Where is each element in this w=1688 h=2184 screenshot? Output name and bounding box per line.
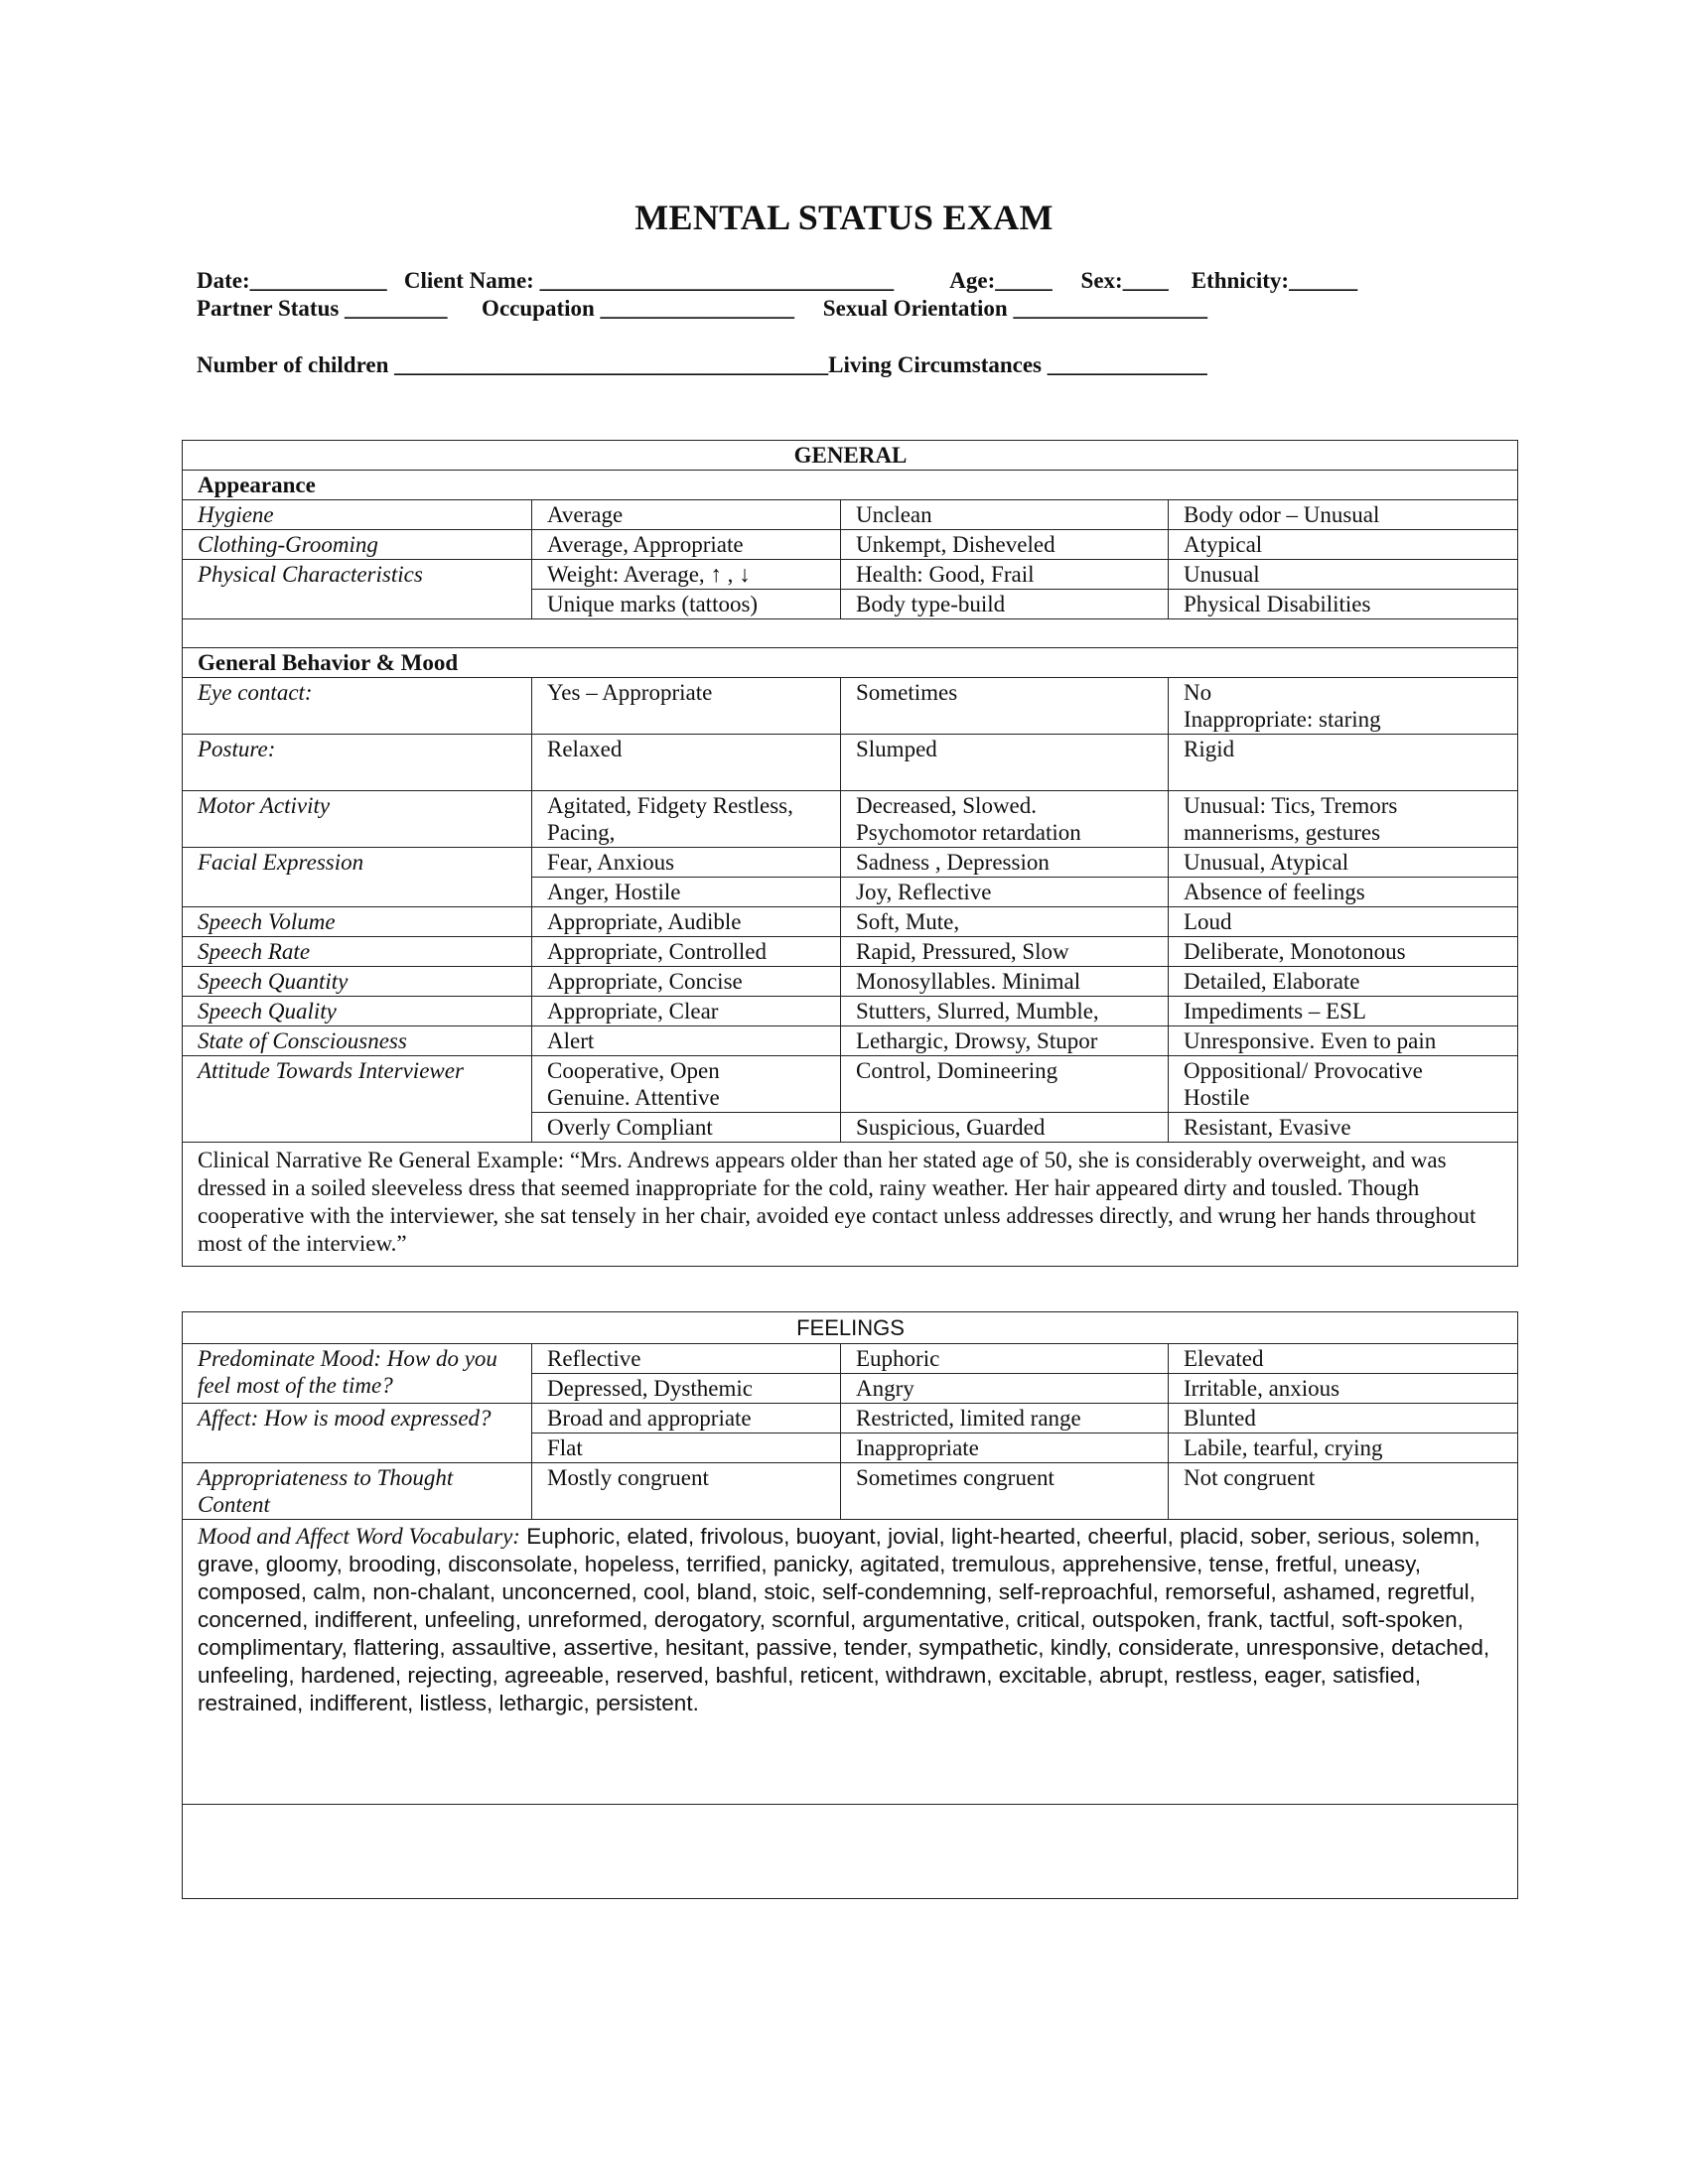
table-row [183,1113,1518,1143]
table-row [183,735,1518,791]
option-cell: Unusual [1169,560,1518,590]
option-cell: Elevated [1169,1344,1518,1374]
row-label: Predominate Mood: How do you feel most of the time? [183,1344,532,1404]
option-cell: Appropriate, Controlled [532,937,841,967]
general-table [182,440,1518,1267]
option-cell: Anger, Hostile [532,878,841,907]
blank-area [183,1805,1518,1899]
option-cell: Body odor – Unusual [1169,500,1518,530]
spacer-row [183,619,1518,648]
option-cell: Depressed, Dysthemic [532,1374,841,1404]
option-cell: Impediments – ESL [1169,997,1518,1026]
table-row [183,1463,1518,1520]
option-cell: Sadness , Depression [841,848,1169,878]
header-line-children: Number of children ______________________________________Living Circumstances ______________ [197,352,1207,377]
table-row [183,1404,1518,1433]
option-cell: Atypical [1169,530,1518,560]
option-cell: Lethargic, Drowsy, Stupor [841,1026,1169,1056]
option-cell: Flat [532,1433,841,1463]
blank-row [183,1805,1518,1899]
row-label: Appropriateness to Thought Content [183,1463,532,1520]
general-heading: GENERAL [183,441,1518,471]
option-line: Psychomotor retardation [856,820,1081,845]
table-row [183,878,1518,907]
option-cell: Labile, tearful, crying [1169,1433,1518,1463]
row-label [183,878,532,907]
option-cell: Blunted [1169,1404,1518,1433]
table-row [183,1344,1518,1374]
row-label: Speech Volume [183,907,532,937]
general-heading-row [183,441,1518,471]
vocabulary-cell [183,1520,1518,1805]
option-line: Inappropriate: staring [1184,707,1381,732]
table-row [183,997,1518,1026]
option-cell: Appropriate, Concise [532,967,841,997]
option-cell: Not congruent [1169,1463,1518,1520]
row-label: Posture: [183,735,532,791]
page-title: MENTAL STATUS EXAM [634,198,1054,237]
table-row [183,967,1518,997]
option-cell: Yes – Appropriate [532,678,841,735]
option-cell: Loud [1169,907,1518,937]
header-line-partner: Partner Status _________ Occupation _________________ Sexual Orientation _________________ [197,296,1207,321]
option-cell: Restricted, limited range [841,1404,1169,1433]
option-cell: Joy, Reflective [841,878,1169,907]
row-label: Attitude Towards Interviewer [183,1056,532,1113]
option-cell: Sometimes [841,678,1169,735]
option-line: Unusual: Tics, Tremors [1184,793,1398,818]
option-cell: Detailed, Elaborate [1169,967,1518,997]
row-label [183,590,532,619]
option-cell: Average, Appropriate [532,530,841,560]
table-row [183,1026,1518,1056]
option-line: Pacing, [547,820,616,845]
option-cell: Deliberate, Monotonous [1169,937,1518,967]
feelings-heading: FEELINGS [183,1312,1518,1344]
option-cell [1169,678,1518,735]
option-cell [1169,791,1518,848]
option-cell: Sometimes congruent [841,1463,1169,1520]
vocabulary-row [183,1520,1518,1805]
option-cell: Suspicious, Guarded [841,1113,1169,1143]
option-cell: Monosyllables. Minimal [841,967,1169,997]
option-cell: Control, Domineering [841,1056,1169,1113]
option-cell [532,791,841,848]
option-cell: Appropriate, Audible [532,907,841,937]
option-cell: Broad and appropriate [532,1404,841,1433]
table-row [183,791,1518,848]
option-line: Agitated, Fidgety Restless, [547,793,793,818]
option-cell: Irritable, anxious [1169,1374,1518,1404]
table-row [183,678,1518,735]
option-line: Decreased, Slowed. [856,793,1038,818]
row-label: State of Consciousness [183,1026,532,1056]
row-label: Eye contact: [183,678,532,735]
row-label: Motor Activity [183,791,532,848]
option-cell: Unusual, Atypical [1169,848,1518,878]
option-cell: Unkempt, Disheveled [841,530,1169,560]
option-cell: Resistant, Evasive [1169,1113,1518,1143]
feelings-table [182,1311,1518,1899]
row-label [183,1113,532,1143]
option-cell: Rapid, Pressured, Slow [841,937,1169,967]
row-label: Hygiene [183,500,532,530]
option-cell: Mostly congruent [532,1463,841,1520]
option-line: mannerisms, gestures [1184,820,1381,845]
option-line: No [1184,680,1212,705]
option-cell: Unique marks (tattoos) [532,590,841,619]
option-cell [532,1056,841,1113]
option-cell: Angry [841,1374,1169,1404]
option-cell: Physical Disabilities [1169,590,1518,619]
row-label: Facial Expression [183,848,532,878]
option-cell [1169,1056,1518,1113]
option-cell: Appropriate, Clear [532,997,841,1026]
option-cell: Stutters, Slurred, Mumble, [841,997,1169,1026]
option-cell: Average [532,500,841,530]
header-line-date-client: Date:____________ Client Name: _______________________________ Age:_____ Sex:____ Ethnicity:______ [197,268,1358,293]
option-cell: Slumped [841,735,1169,791]
option-line: Cooperative, Open [547,1058,720,1083]
behavior-heading: General Behavior & Mood [183,648,1518,678]
row-label: Affect: How is mood expressed? [183,1404,532,1463]
table-row [183,530,1518,560]
option-cell: Fear, Anxious [532,848,841,878]
option-cell: Overly Compliant [532,1113,841,1143]
table-row [183,848,1518,878]
table-row [183,500,1518,530]
table-row [183,1056,1518,1113]
feelings-heading-row [183,1312,1518,1344]
option-line: Hostile [1184,1085,1250,1110]
row-label: Speech Quantity [183,967,532,997]
option-cell: Rigid [1169,735,1518,791]
option-cell [841,791,1169,848]
table-row [183,560,1518,590]
option-cell: Unclean [841,500,1169,530]
option-cell: Reflective [532,1344,841,1374]
option-cell: Body type-build [841,590,1169,619]
option-cell: Relaxed [532,735,841,791]
narrative-row [183,1143,1518,1267]
clinical-narrative: Clinical Narrative Re General Example: “Mrs. Andrews appears older than her stated age of 50, she is considerably overweight, and was dressed in a soiled sleeveless dress that seemed inappropriate for the cold, rainy weather. Her hair appeared dirty and tousled. Though cooperative with the interviewer, she sat tensely in her chair, avoided eye contact unless addresses directly, and wrung her hands throughout most of the interview.” [183,1143,1518,1267]
vocabulary-text: Euphoric, elated, frivolous, buoyant, jovial, light-hearted, cheerful, placid, sober, serious, solemn, grave, gloomy, brooding, disconsolate, hopeless, terrified, panicky, agitated, tremulous, apprehensive, tense, fretful, uneasy, composed, calm, non-chalant, unconcerned, cool, bland, stoic, self-condemning, self-reproachful, remorseful, ashamed, regretful, concerned, indifferent, unfeeling, unreformed, derogatory, scornful, argumentative, critical, outspoken, frank, tactful, soft-spoken, complimentary, flattering, assaultive, assertive, hesitant, passive, tender, sympathetic, kindly, considerate, unresponsive, detached, unfeeling, hardened, rejecting, agreeable, reserved, bashful, reticent, withdrawn, excitable, abrupt, restless, eager, satisfied, restrained, indifferent, listless, lethargic, persistent. [198,1524,1490,1715]
option-cell: Absence of feelings [1169,878,1518,907]
table-row [183,937,1518,967]
option-cell: Inappropriate [841,1433,1169,1463]
option-cell: Euphoric [841,1344,1169,1374]
row-label: Speech Rate [183,937,532,967]
table-row [183,907,1518,937]
option-cell: Soft, Mute, [841,907,1169,937]
row-label: Speech Quality [183,997,532,1026]
vocabulary-label: Mood and Affect Word Vocabulary: [198,1524,520,1549]
option-cell: Health: Good, Frail [841,560,1169,590]
option-cell: Unresponsive. Even to pain [1169,1026,1518,1056]
option-line: Genuine. Attentive [547,1085,720,1110]
row-label: Clothing-Grooming [183,530,532,560]
option-line: Oppositional/ Provocative [1184,1058,1423,1083]
row-label: Physical Characteristics [183,560,532,590]
table-row [183,590,1518,619]
option-cell: Weight: Average, ↑ , ↓ [532,560,841,590]
appearance-heading: Appearance [183,471,1518,500]
option-cell: Alert [532,1026,841,1056]
